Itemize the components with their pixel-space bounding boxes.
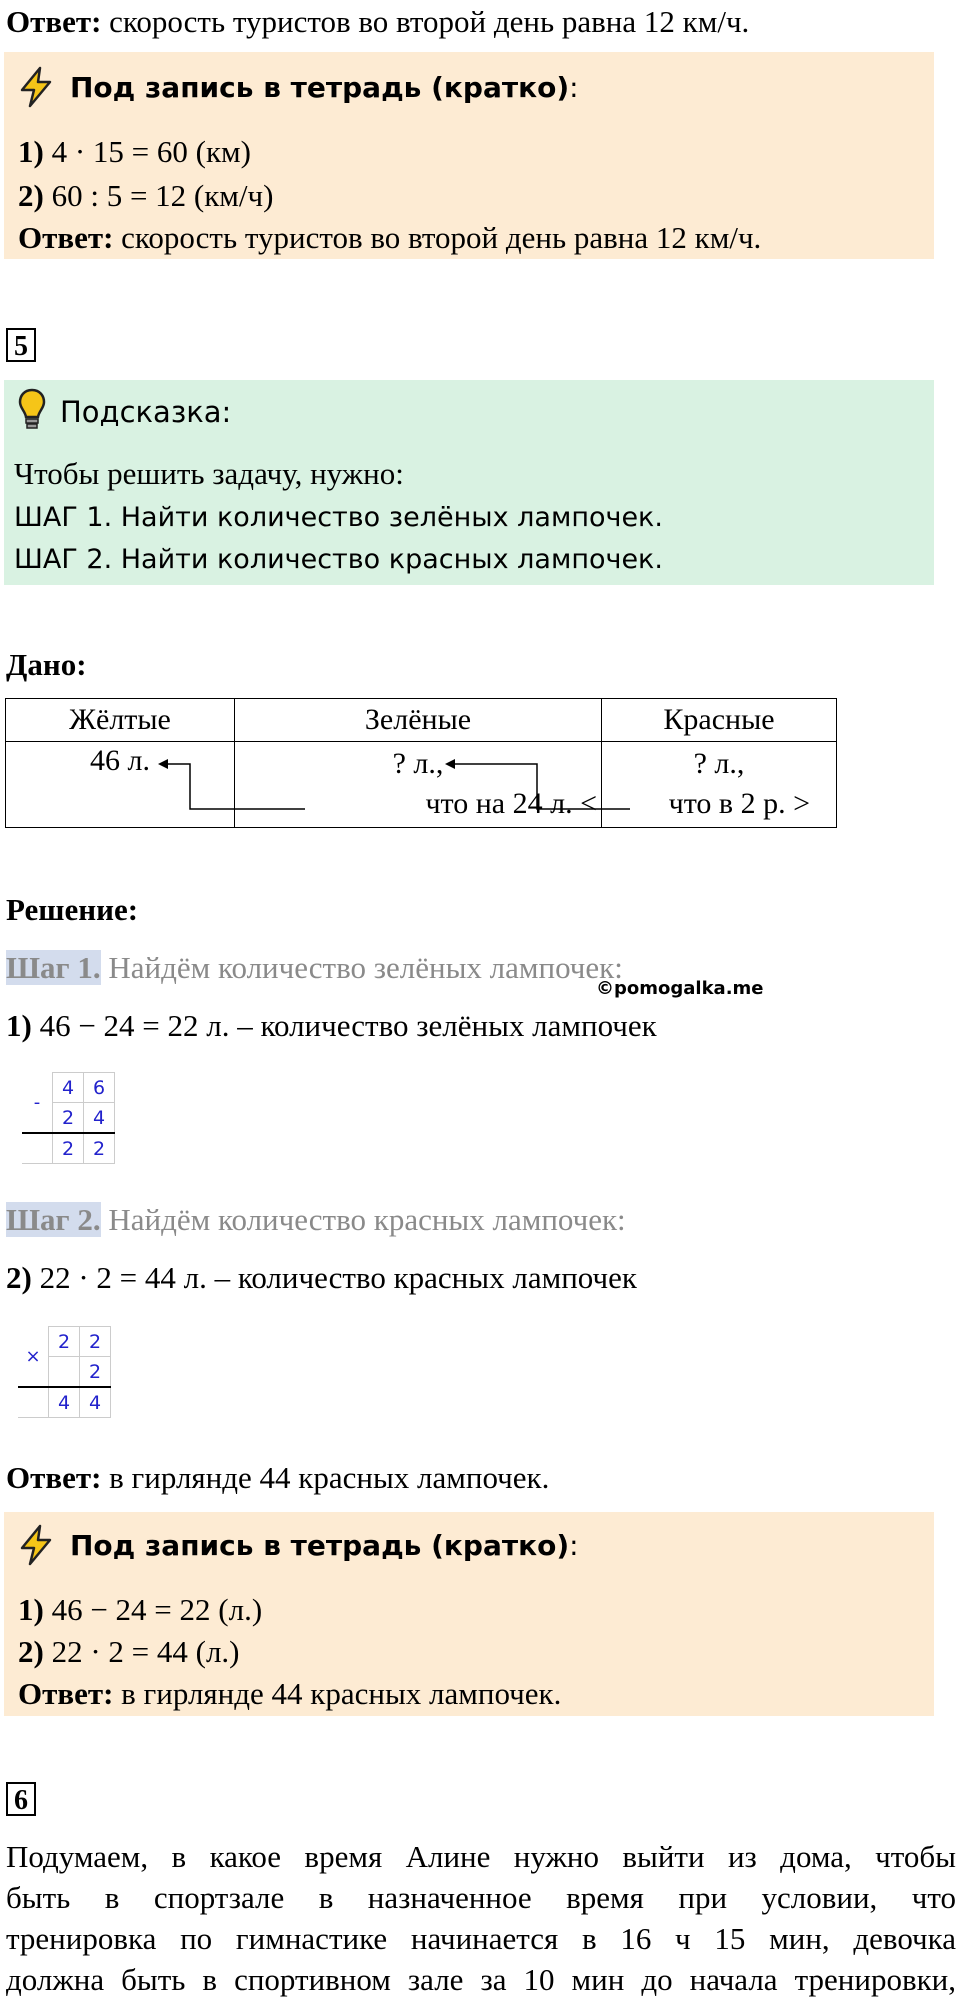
- paragraph-line: быть в спортзале в назначенное время при условии, что: [6, 1880, 956, 1915]
- arrow-head: [445, 759, 455, 769]
- yellow-value: 46 л.: [90, 744, 150, 777]
- green-relation: что на 24 л. <: [425, 787, 597, 820]
- equation-number: 1): [6, 1008, 32, 1043]
- step-text: Найдём количество зелёных лампочек:: [100, 950, 623, 985]
- digit: 6: [84, 1073, 115, 1103]
- paragraph-line: тренировка по гимнастике начинается в 16 ч 15 мин, девочка: [6, 1921, 956, 1956]
- line-number: 2): [18, 1634, 44, 1669]
- empty-cell: [18, 1387, 49, 1418]
- line-text: 4 · 15 = 60 (км): [43, 134, 251, 169]
- answer-text: скорость туристов во второй день равна 12 км/ч.: [101, 4, 750, 39]
- solution-label: Решение:: [6, 892, 139, 927]
- watermark: ©pomogalka.me: [596, 978, 764, 999]
- times-sign: ×: [18, 1327, 49, 1388]
- notebook-title-colon: :: [569, 71, 579, 104]
- digit: 2: [53, 1133, 84, 1164]
- task-number-6: 6: [6, 1782, 36, 1816]
- digit: 2: [53, 1103, 84, 1134]
- digit: 4: [80, 1387, 111, 1418]
- digit: 4: [84, 1103, 115, 1134]
- digit: 2: [49, 1327, 80, 1357]
- notebook-line-1: [18, 1590, 262, 1630]
- digit: 2: [80, 1357, 111, 1388]
- answer-text: в гирлянде 44 красных лампочек.: [113, 1676, 562, 1711]
- answer-label: Ответ:: [18, 220, 114, 255]
- task-6-paragraph: [6, 1836, 956, 2000]
- arrow-head: [158, 759, 168, 769]
- answer-label: Ответ:: [6, 4, 102, 39]
- arrow-red-to-green: [453, 764, 630, 809]
- notebook-title-colon: :: [569, 1529, 579, 1562]
- notebook-box: [4, 1512, 934, 1716]
- step-text: Найдём количество красных лампочек:: [100, 1202, 626, 1237]
- answer-label: Ответ:: [6, 1460, 102, 1495]
- hint-title: Подсказка:: [60, 395, 232, 429]
- step-label: Шаг 2.: [6, 1202, 101, 1237]
- notebook-title-text: Под запись в тетрадь (кратко): [70, 71, 570, 104]
- header-green: Зелёные: [235, 699, 602, 742]
- step-2-heading: [6, 1200, 626, 1240]
- task-number-5: 5: [6, 328, 36, 362]
- green-value: ? л.,: [392, 747, 444, 780]
- step-1-heading: [6, 948, 623, 988]
- equation-2: [6, 1258, 637, 1298]
- notebook-line-2: [18, 1632, 240, 1672]
- minus-sign: -: [22, 1073, 53, 1134]
- hint-step-text: Найти количество зелёных лампочек.: [112, 502, 663, 533]
- empty-cell: [22, 1133, 53, 1164]
- line-number: 1): [18, 1592, 44, 1627]
- step-label: Шаг 1.: [6, 950, 101, 985]
- digit: 2: [84, 1133, 115, 1164]
- notebook-title-text: Под запись в тетрадь (кратко): [70, 1529, 570, 1562]
- relation-arrows: [0, 0, 960, 860]
- notebook-title: [70, 1526, 579, 1566]
- equation-number: 2): [6, 1260, 32, 1295]
- notebook-answer: [18, 1674, 561, 1714]
- hint-step-label: ШАГ 1.: [14, 502, 113, 533]
- digit: 2: [80, 1327, 111, 1357]
- line-text: 46 − 24 = 22 (л.): [43, 1592, 263, 1627]
- equation-text: 46 − 24 = 22 л. – количество зелёных лампочек: [31, 1008, 657, 1043]
- line-number: 2): [18, 178, 44, 213]
- arrow-green-to-yellow: [166, 764, 305, 809]
- digit: 4: [49, 1387, 80, 1418]
- red-value: ? л.,: [693, 747, 745, 780]
- hint-intro: Чтобы решить задачу, нужно:: [14, 456, 404, 491]
- equation-text: 22 · 2 = 44 л. – количество красных лампочек: [31, 1260, 637, 1295]
- hint-step-label: ШАГ 2.: [14, 544, 113, 575]
- line-text: 22 · 2 = 44 (л.): [43, 1634, 240, 1669]
- hint-step-text: Найти количество красных лампочек.: [112, 544, 663, 575]
- lightning-bolt-icon: [16, 1524, 56, 1566]
- red-relation: что в 2 р. >: [668, 787, 810, 820]
- task-5-answer: [6, 1458, 549, 1498]
- equation-1: [6, 1006, 657, 1046]
- paragraph-line: должна быть в спортивном зале за 10 мин до начала тренировки,: [6, 1962, 956, 1997]
- given-label: Дано:: [6, 647, 87, 682]
- header-red: Красные: [602, 699, 837, 742]
- digit: 4: [53, 1073, 84, 1103]
- column-subtraction: [22, 1072, 115, 1164]
- answer-text: скорость туристов во второй день равна 12 км/ч.: [113, 220, 762, 255]
- header-yellow: Жёлтые: [6, 699, 235, 742]
- digit: [49, 1357, 80, 1388]
- paragraph-line: Подумаем, в какое время Алине нужно выйти из дома, чтобы: [6, 1839, 956, 1874]
- answer-label: Ответ:: [18, 1676, 114, 1711]
- column-multiplication: [18, 1326, 111, 1418]
- line-number: 1): [18, 134, 44, 169]
- line-text: 60 : 5 = 12 (км/ч): [43, 178, 274, 213]
- answer-text: в гирлянде 44 красных лампочек.: [101, 1460, 550, 1495]
